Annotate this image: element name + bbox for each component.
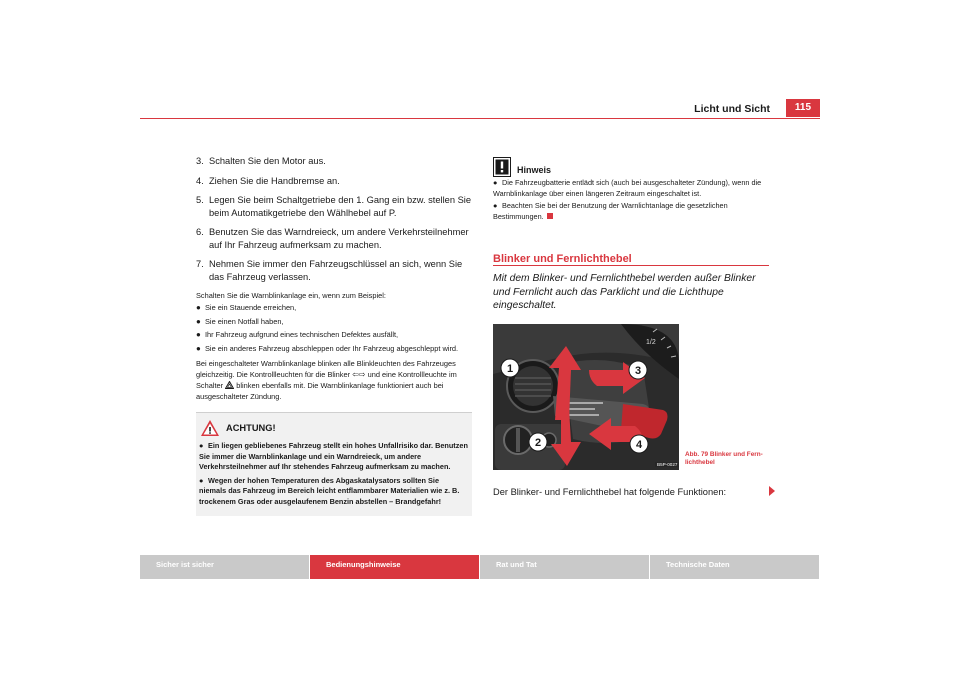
- hazard-description-part: Bei eingeschalteter Warnblinkanlage blinken alle Blinkleuchten des Fahrzeuges gleichzeitig. Die Kontrollleuchten für die Blinker: [196, 359, 456, 379]
- list-item-text: Sie einen Notfall haben,: [205, 316, 284, 326]
- hazard-intro: Schalten Sie die Warnblinkanlage ein, wenn zum Beispiel:: [196, 291, 386, 300]
- figure-code: B5P-0027: [657, 462, 678, 467]
- footer-nav: [140, 555, 820, 579]
- warning-header: [196, 419, 472, 437]
- step-text: Nehmen Sie immer den Fahrzeugschlüssel an sich, wenn Sie das Fahrzeug verlassen.: [209, 259, 463, 282]
- header-rule: [140, 118, 820, 119]
- hazard-description-part: und eine Kontrollleuchte im Schalter: [196, 370, 457, 390]
- note-icon: [493, 157, 511, 177]
- note-item-text: Die Fahrzeugbatterie entlädt sich (auch bei ausgeschalteter Zündung), wenn die Warnblinkanlage über einen längeren Zeitraum eingeschaltet ist.: [493, 178, 762, 198]
- list-item-text: Ihr Fahrzeug aufgrund eines technischen Defektes ausfällt,: [205, 330, 399, 339]
- hazard-triangle-icon: [225, 381, 234, 389]
- warning-item: ● Wegen der hohen Temperaturen des Abgaskatalysators sollten Sie niemals das Fahrzeug im Bereich leicht entflammbarer Materialien wie z. B. trockenem Gras oder ausgelaufenem Benzin abstellen – Brandgefahr!: [199, 475, 460, 506]
- continue-arrow-icon: [769, 486, 775, 496]
- step-number: 5.: [196, 195, 204, 205]
- callout-2: 2: [534, 437, 542, 449]
- note-item: ● Beachten Sie bei der Benutzung der Warnlichtanlage die gesetzlichen Bestimmungen.: [493, 201, 728, 221]
- note-body: [493, 178, 773, 222]
- warning-item-text: Wegen der hohen Temperaturen des Abgaskatalysators sollten Sie niemals das Fahrzeug im Bereich leicht entflammbarer Materialien wie z. B. trockenem Gras oder ausgelaufenem Benzin abstellen – Brandgefahr!: [199, 475, 460, 506]
- note-header: [493, 155, 773, 177]
- step-number: 7.: [196, 259, 204, 269]
- step-number: 3.: [196, 156, 204, 166]
- list-item-text: Sie ein anderes Fahrzeug abschleppen oder Ihr Fahrzeug abgeschleppt wird.: [205, 343, 459, 353]
- note-item: ● Die Fahrzeugbatterie entlädt sich (auch bei ausgeschalteter Zündung), wenn die Warnblinkanlage über einen längeren Zeitraum eingeschaltet ist.: [493, 178, 762, 198]
- section-title: Blinker und Fernlichthebel: [493, 253, 632, 265]
- warning-box: [196, 412, 472, 516]
- section-intro: Mit dem Blinker- und Fernlichthebel werden außer Blinker und Fernlicht auch das Parklicht und die Lichthupe eingeschaltet.: [493, 273, 756, 311]
- list-item: ● Sie ein anderes Fahrzeug abschleppen oder Ihr Fahrzeug abgeschleppt wird.: [196, 343, 459, 353]
- tab-bedienungshinweise[interactable]: Bedienungshinweise: [310, 555, 480, 579]
- tab-technische-daten[interactable]: Technische Daten: [650, 555, 820, 579]
- note-label: Hinweis: [517, 165, 552, 175]
- step-number: 4.: [196, 175, 204, 186]
- right-column: [493, 155, 773, 224]
- callout-3: 3: [634, 365, 642, 377]
- step-item: [196, 175, 472, 188]
- tab-sicher-ist-sicher[interactable]: Sicher ist sicher: [140, 555, 310, 579]
- callout-4: 4: [635, 439, 643, 451]
- step-text: Legen Sie beim Schaltgetriebe den 1. Gang ein bzw. stellen Sie beim Automatikgetriebe den Wählhebel auf P.: [209, 195, 472, 218]
- callout-1: 1: [506, 363, 514, 375]
- figure-caption: Abb. 79 Blinker und Fernlichthebel: [685, 451, 763, 466]
- step-text: Benutzen Sie das Warndreieck, um andere Verkehrsteilnehmer auf Ihr Fahrzeug aufmerksam zu machen.: [209, 227, 469, 250]
- step-item: [196, 258, 472, 283]
- gauge-label: 1/2: [646, 339, 656, 346]
- page-number: 115: [786, 99, 820, 117]
- lever-illustration: [493, 324, 679, 470]
- step-item: [196, 194, 472, 219]
- step-text: Schalten Sie den Motor aus.: [209, 156, 326, 166]
- step-item: [196, 226, 472, 251]
- list-item-text: Sie ein Stauende erreichen,: [205, 303, 297, 312]
- warning-item-text: Ein liegen gebliebenes Fahrzeug stellt ein hohes Unfallrisiko dar. Benutzen Sie immer die Warnblinkanlage und ein Warndreieck, um andere Verkehrsteilnehmer auf Ihr stehendes Fahrzeug aufmerksam zu machen.: [199, 441, 468, 471]
- page-header-title: Licht und Sicht: [694, 103, 770, 115]
- section-rule: [493, 265, 769, 266]
- list-item: ● Sie ein Stauende erreichen,: [196, 303, 297, 312]
- functions-intro: Der Blinker- und Fernlichthebel hat folgende Funktionen:: [493, 487, 727, 497]
- list-item: ● Ihr Fahrzeug aufgrund eines technischen Defektes ausfällt,: [196, 330, 399, 339]
- tab-rat-und-tat[interactable]: Rat und Tat: [480, 555, 650, 579]
- warning-label: ACHTUNG!: [226, 423, 276, 433]
- turn-signal-icon: ⇦⇨: [352, 370, 366, 379]
- hazard-description: [196, 358, 472, 402]
- warning-item: ● Ein liegen gebliebenes Fahrzeug stellt ein hohes Unfallrisiko dar. Benutzen Sie immer die Warnblinkanlage und ein Warndreieck, um andere Verkehrsteilnehmer auf Ihr stehendes Fahrzeug aufmerksam zu machen.: [199, 441, 468, 471]
- warning-icon: [200, 419, 220, 437]
- step-item: [196, 155, 472, 168]
- lever-figure: [493, 324, 679, 470]
- note-item-text: Beachten Sie bei der Benutzung der Warnlichtanlage die gesetzlichen Bestimmungen.: [493, 201, 728, 221]
- hazard-description-part: blinken ebenfalls mit. Die Warnblinkanlage funktioniert auch bei ausgeschalteter Zündung.: [196, 381, 444, 401]
- list-item: ● Sie einen Notfall haben,: [196, 316, 284, 326]
- warning-body: [196, 437, 472, 512]
- step-list: [196, 155, 472, 283]
- left-column: [196, 155, 472, 516]
- hazard-bullet-list: [196, 303, 472, 354]
- step-text: Ziehen Sie die Handbremse an.: [209, 175, 340, 186]
- step-number: 6.: [196, 227, 204, 237]
- section-end-marker: [547, 213, 553, 219]
